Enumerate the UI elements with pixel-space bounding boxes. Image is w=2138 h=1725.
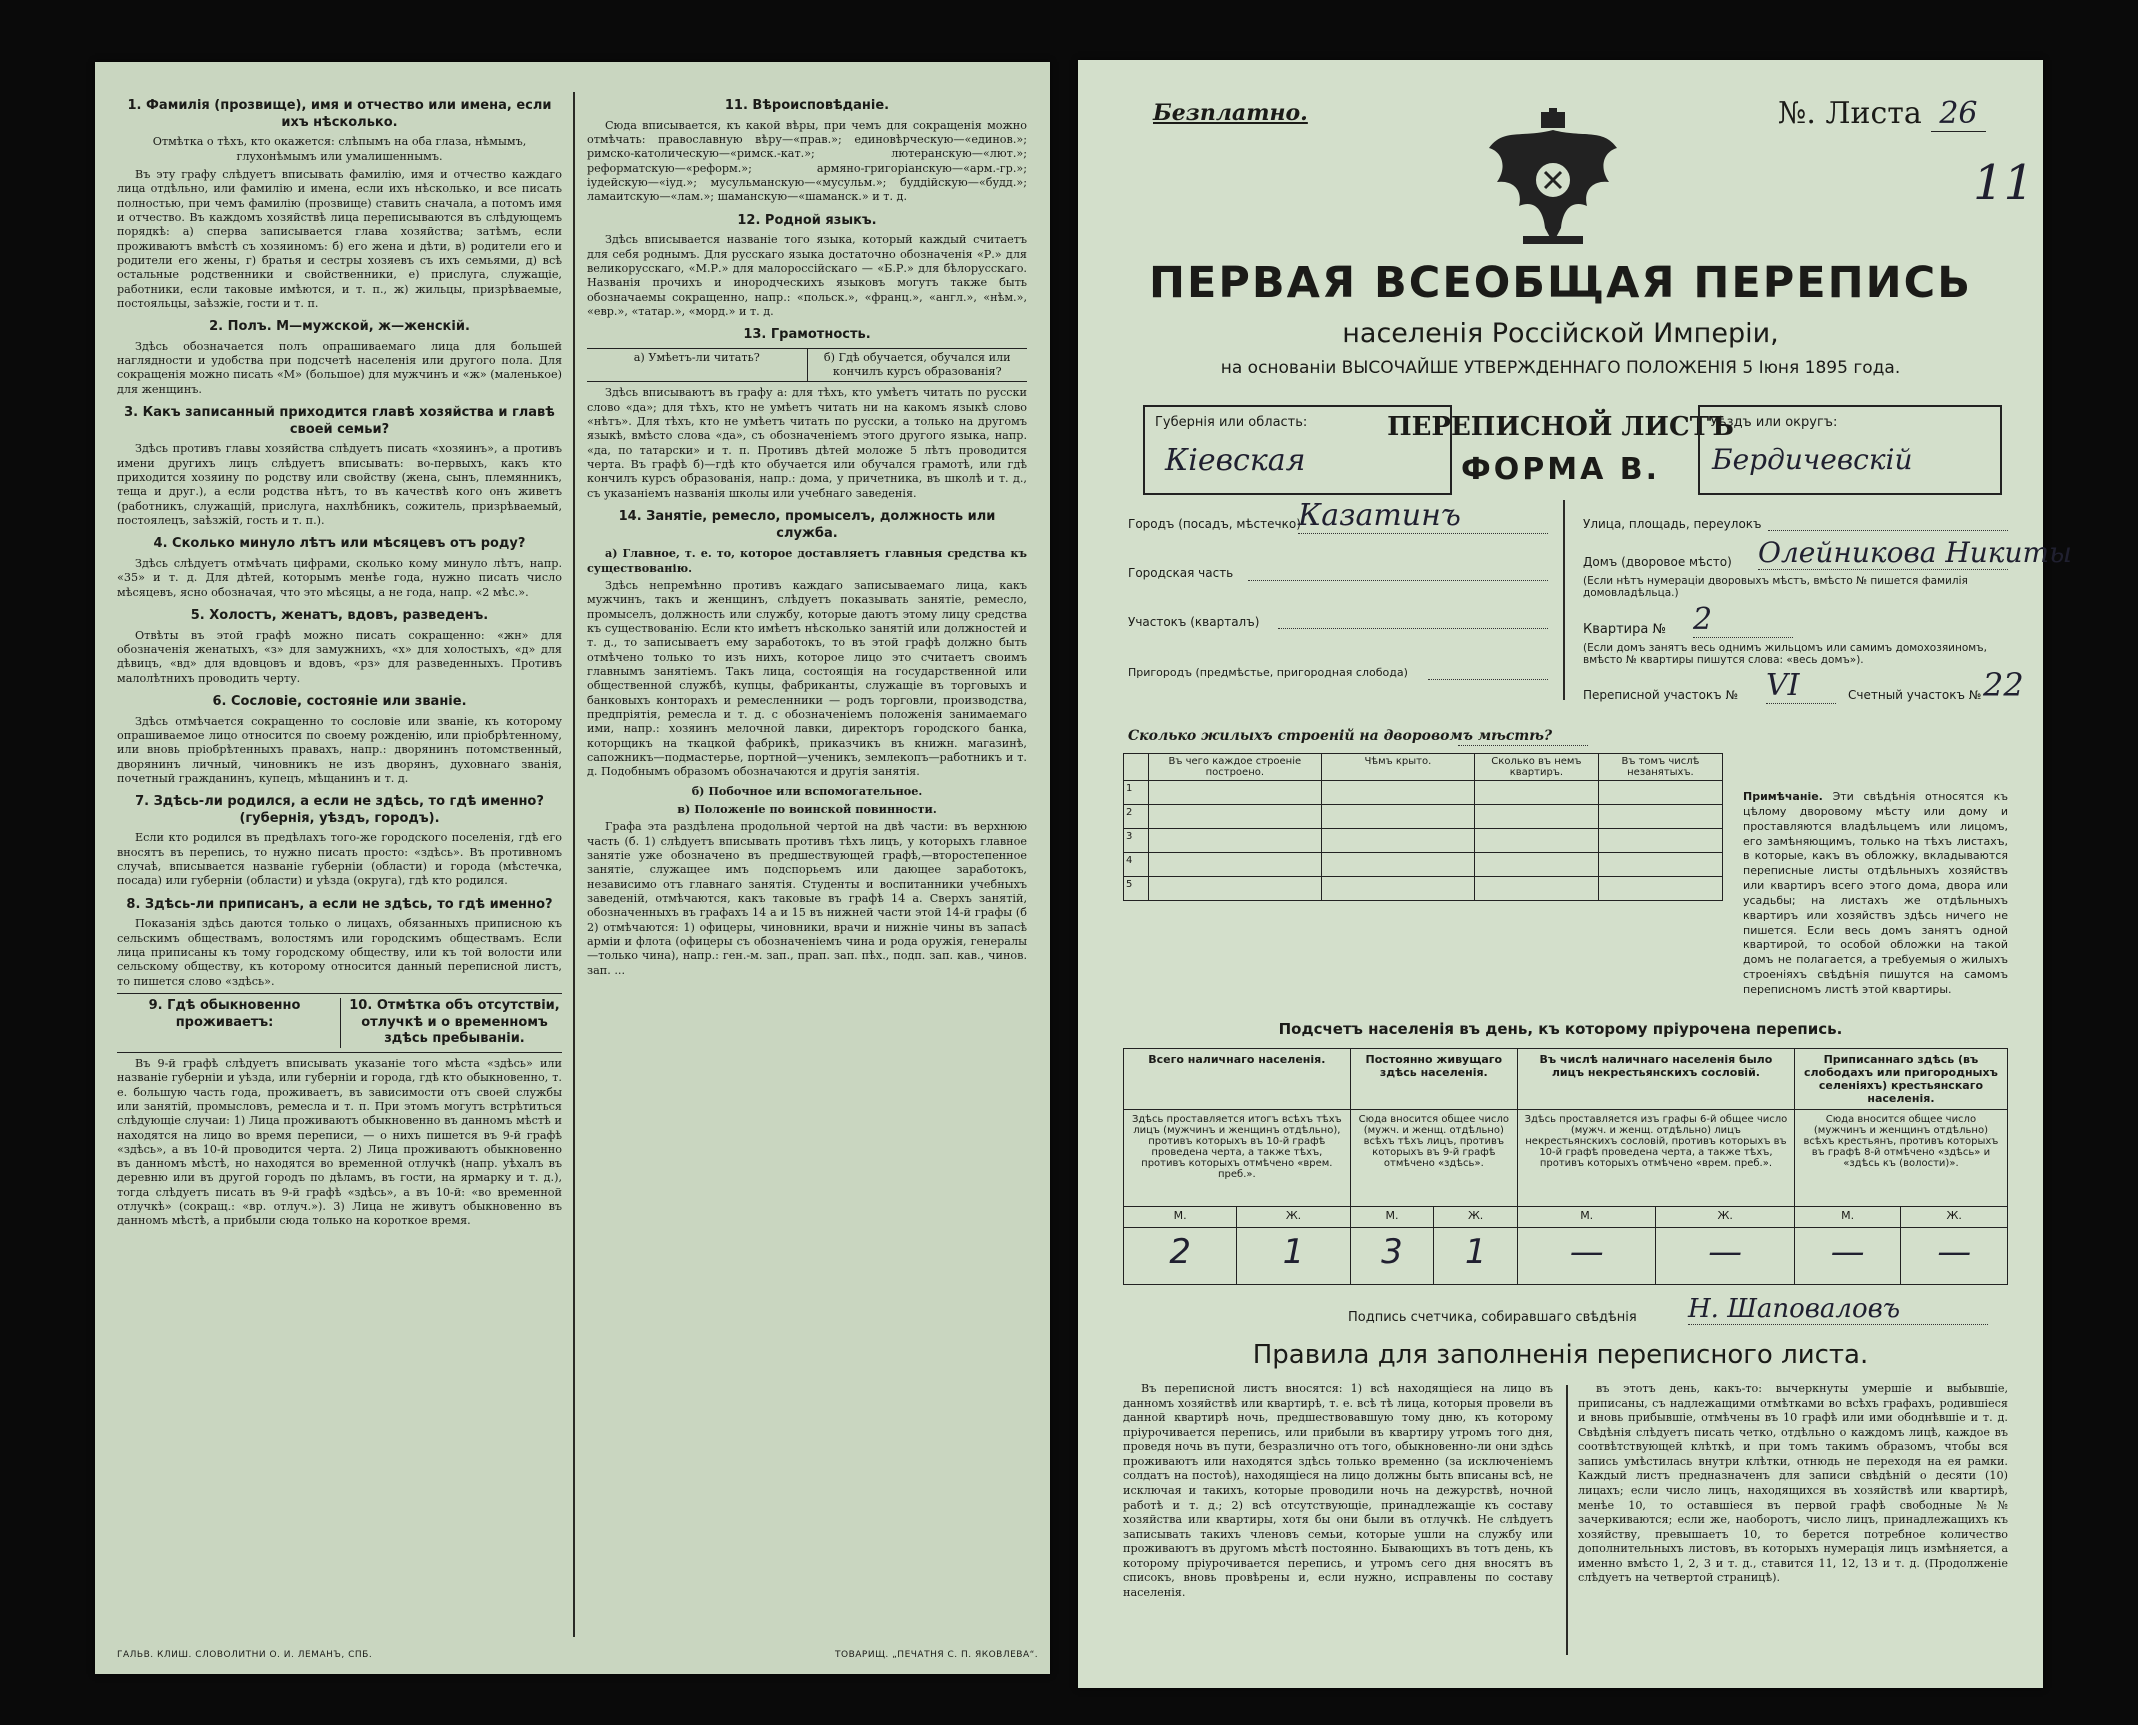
section-8-title: 8. Здѣсь-ли приписанъ, а если не здѣсь, то гдѣ именно? bbox=[126, 896, 553, 912]
buildings-question: Сколько жилыхъ строеній на дворовомъ мѣстѣ? bbox=[1128, 728, 1553, 744]
section-9-10-header bbox=[117, 993, 562, 1053]
pop-desc-permanent: Сюда вносится общее число (мужч. и женщ. отдѣльно) всѣхъ тѣхъ лицъ, противъ которыхъ въ 9-й графѣ отмѣчено «здѣсь». bbox=[1350, 1110, 1517, 1207]
main-title: ПЕРВАЯ ВСЕОБЩАЯ ПЕРЕПИСЬ bbox=[1149, 258, 1972, 308]
section-4-text: Здѣсь слѣдуетъ отмѣчать цифрами, сколько кому минуло лѣтъ, напр. «35» и т. д. Для дѣтей, которымъ менѣе года, нужно писать число мѣсяцевъ, ясно обозначая, что это мѣсяцы, а не года, напр. «2 мѣс.». bbox=[117, 556, 562, 599]
section-9-text: Въ 9-й графѣ слѣдуетъ вписывать указаніе того мѣста «здѣсь» или названіе губерніи и уѣзда, или губерніи и города, гдѣ кто обыкновенно, т. е. большую часть года, проживаетъ, въ зависимости отъ своей службы или занятій, промысловъ, ремесла и т. п. При этомъ могутъ встрѣтиться слѣдующіе случаи: 1) Лица проживаютъ обыкновенно въ данномъ мѣстѣ и находятся на лицо во время переписи, — о нихъ пишется въ 9-й графѣ «здѣсь», а въ 10-й проводится черта. 2) Лица проживаютъ обыкновенно въ данномъ мѣстѣ, но находятся во временной отлучкѣ (напр. уѣхалъ въ деревню или въ другой городъ по дѣламъ, въ гости, на ярмарку и т. д.), тогда слѣдуетъ писать въ 9-й графѣ «здѣсь», а въ 10-й: «во временной отлучкѣ» (сокращ.: «вр. отлуч.»). 3) Лица не живутъ обыкновенно въ данномъ мѣстѣ, а прибыли сюда только на короткое время. bbox=[117, 1056, 562, 1228]
rules-title: Правила для заполненія переписного листа. bbox=[1252, 1340, 1869, 1370]
rules-text-1: Въ переписной листъ вносятся: 1) всѣ находящіеся на лицо въ данномъ хозяйствѣ или квартирѣ, т. е. всѣ тѣ лица, которыя провели въ данной квартирѣ ночь, предшествовавшую тому дню, къ которому пріурочивается перепись, или прибыли въ квартиру утромъ того дня, проведя ночь въ пути, безразлично отъ того, обыкновенно-ли они здѣсь проживаютъ или находятся здѣсь только временно (за исключеніемъ солдатъ на постоѣ), находящіеся на лицо должны быть вписаны всѣ, не исключая и такихъ, которые проводили ночь на дежурствѣ, ночной работѣ и т. д.; 2) всѣ отсутствующіе, принадлежащіе къ составу хозяйства или квартиры, хотя бы они были въ отлучкѣ. Не слѣдуетъ записывать такихъ членовъ семьи, которые ушли на службу или проживаютъ въ другомъ мѣстѣ постоянно. Бывающихъ въ тотъ день, къ которому пріурочивается перепись, и утромъ сего дня вносятъ въ списокъ, вновь провѣрены и, если нужно, исправлены по составу населенія. bbox=[1123, 1382, 1553, 1599]
pop-mf: М. bbox=[1124, 1207, 1237, 1228]
section-3-text: Здѣсь противъ главы хозяйства слѣдуетъ писать «хозяинъ», а противъ имени другихъ лицъ слѣдуетъ вписывать: во-первыхъ, какъ кто приходится хозяину по родству или свойству (жена, сынъ, племянникъ, теща и друг.), а если родства нѣтъ, то въ качествѣ кого онъ живетъ (работникъ, служащій, прислуга, нахлѣбникъ, сожитель, призрѣваемый, постоялецъ, заѣзжій, гость и т. п.). bbox=[117, 442, 562, 528]
bt-row-num: 4 bbox=[1124, 853, 1149, 877]
bt-cell[interactable] bbox=[1598, 829, 1722, 853]
city-part-label: Городская часть bbox=[1128, 566, 1234, 580]
pop-mf: М. bbox=[1517, 1207, 1655, 1228]
pop-header-present: Всего наличнаго населенія. bbox=[1124, 1049, 1351, 1110]
gorod-value[interactable]: Казатинъ bbox=[1298, 498, 1548, 534]
free-label: Безплатно. bbox=[1153, 100, 1308, 126]
prigorod-label: Пригородъ (предмѣстье, пригородная слобода) bbox=[1128, 666, 1408, 679]
address-divider bbox=[1563, 500, 1565, 700]
bt-header-material: Въ чего каждое строеніе построено. bbox=[1148, 754, 1321, 781]
pop-mf-row bbox=[1124, 1207, 2008, 1228]
bt-row-num: 1 bbox=[1124, 781, 1149, 805]
form-subtitle: ФОРМА В. bbox=[1460, 452, 1661, 487]
pop-mf: М. bbox=[1794, 1207, 1901, 1228]
left-column-2 bbox=[587, 90, 1027, 1620]
section-1-text: Въ эту графу слѣдуетъ вписывать фамилію, имя и отчество каждаго лица отдѣльно, или фамилію и имена, если ихъ нѣсколько, и все писать полностью, при чемъ фамилію (прозвище) ставить сначала, а потомъ имя и отчество. Въ каждомъ хозяйствѣ лица переписываются въ слѣдующемъ порядкѣ: а) сперва записывается глава хозяйства; затѣмъ, если проживаютъ вмѣстѣ съ хозяиномъ: б) его жена и дѣти, в) родители его и родители его жены, г) братья и сестры хозяевъ съ ихъ семьями, д) всѣ остальные родственники и свойственники, е) прислуга, служащіе, работники, если таковые имѣются, и т. п., ж) жильцы, призрѣваемые, постояльцы, заѣзжіе, гости и т. п. bbox=[117, 167, 562, 310]
flat-note: (Если домъ занятъ весь однимъ жильцомъ или самимъ домохозяиномъ, вмѣсто № квартиры пишутся слова: «весь домъ»). bbox=[1583, 642, 1987, 666]
bt-row-num: 5 bbox=[1124, 877, 1149, 901]
sheet-number-label: №. Листа bbox=[1778, 96, 1922, 131]
flat-value[interactable]: 2 bbox=[1693, 602, 1793, 638]
section-2-text: Здѣсь обозначается полъ опрашиваемаго лица для большей наглядности и удобства при подсчетѣ населенія или другого пола. Для сокращенія можно писать «М» (большое) для мужчинъ и «ж» (маленькое) для женщинъ. bbox=[117, 339, 562, 396]
street-label: Улица, площадь, переулокъ bbox=[1583, 517, 1762, 531]
signature-label: Подпись счетчика, собиравшаго свѣдѣнія bbox=[1348, 1310, 1637, 1325]
sheet-number bbox=[1778, 96, 1986, 131]
bt-header-flats: Сколько въ немъ квартиръ. bbox=[1474, 754, 1598, 781]
pop-value-permanent-f[interactable]: 1 bbox=[1434, 1228, 1518, 1285]
note-title: Примѣчаніе. bbox=[1743, 790, 1823, 803]
rules-column-1 bbox=[1123, 1382, 1553, 1603]
pop-desc-row bbox=[1124, 1110, 2008, 1207]
section-12-text: Здѣсь вписывается названіе того языка, который каждый считаетъ для себя роднымъ. Для русскаго языка достаточно обозначенія «Р.» для великорусскаго, «М.Р.» для малороссійскаго — «Б.Р.» для бѣлорусскаго. Названія прочихъ и инородческихъ языковъ могутъ также быть обозначаемы сокращенно, напр.: «польск.», «франц.», «англ.», «нѣм.», «евр.», «татар.», «морд.» и т. д. bbox=[587, 233, 1027, 318]
pop-desc-non-peasant: Здѣсь проставляется изъ графы 6-й общее число (мужч. и женщ. отдѣльно) лицъ некрестьянскихъ сословій, противъ которыхъ въ 10-й графѣ проведена черта, а также тѣхъ, противъ которыхъ отмѣчено «врем. преб.». bbox=[1517, 1110, 1794, 1207]
count-district-label: Счетный участокъ № bbox=[1848, 688, 1982, 702]
section-3-title: 3. Какъ записанный приходится главѣ хозяйства и главѣ своей семьи? bbox=[124, 405, 555, 437]
section-14b-title: б) Побочное или вспомогательное. bbox=[691, 783, 923, 798]
section-13a: а) Умѣетъ-ли читать? bbox=[633, 350, 760, 364]
uchastok-field[interactable] bbox=[1278, 628, 1548, 629]
count-district-value[interactable]: 22 bbox=[1983, 666, 2024, 704]
pop-value-nonpeasant-m[interactable]: — bbox=[1517, 1228, 1655, 1285]
table-row bbox=[1124, 829, 1723, 853]
bt-cell[interactable] bbox=[1598, 781, 1722, 805]
pop-values-row bbox=[1124, 1228, 2008, 1285]
section-14-text-2: Графа эта раздѣлена продольной чертой на двѣ части: въ верхнюю часть (б. 1) слѣдуетъ вписывать противъ тѣхъ лицъ, у которыхъ главное занятіе уже обозначено въ предшествующей графѣ,—второстепенное занятіе, служащее имъ подспорьемъ или дающее заработокъ, независимо отъ главнаго занятія. Студенты и воспитанники учебныхъ заведеній, отмѣчаются, какъ таковые въ графѣ 14 а. Сверхъ занятій, обозначенныхъ въ графахъ 14 а и 15 въ нижней части этой 14-й графы (б 2) отмѣчаются: 1) офицеры, чиновники, врачи и нижніе чины въ запасѣ арміи и флота (офицеры съ обозначеніемъ чина и рода оружія, генералы—только чина), напр.: ген.-м. зап., прап. зап. пѣх., подп. зап. кав., чинов. зап. ... bbox=[587, 820, 1027, 977]
buildings-table-header bbox=[1124, 754, 1723, 781]
pop-mf: Ж. bbox=[1656, 1207, 1794, 1228]
rules-text-2: въ этотъ день, какъ-то: вычеркнуты умершіе и выбывшіе, приписаны, съ надлежащими отмѣтками во всѣхъ графахъ, родившіеся и вновь прибывшіе, отмѣчены въ 10 графѣ или ими ободнѣвшіе и т. д. Свѣдѣнія слѣдуетъ писать четко, отдѣльно о каждомъ лицѣ, каждое въ соотвѣтствующей клѣткѣ, и при томъ такимъ образомъ, чтобы вся запись умѣстилась внутри клѣтки, отнюдь не переходя на ея рамки. Каждый листъ предназначенъ для записи свѣдѣній о десяти (10) лицахъ; если число лицъ, находящихся въ хозяйствѣ или квартирѣ, менѣе 10, то оставшіеся въ первой графѣ свободные №№ зачеркиваются; если же, наоборотъ, число лицъ, принадлежащихъ къ хозяйству, превышаетъ 10, то берется потребное количество дополнительныхъ листовъ, въ которыхъ нумерація лицъ измѣняется, а именно вмѣсто 1, 2, 3 и т. д., ставится 11, 12, 13 и т. д. (Продолженіе слѣдуетъ на четвертой страницѣ). bbox=[1578, 1382, 2008, 1585]
census-district-value[interactable]: VI bbox=[1766, 668, 1836, 704]
pop-header-row bbox=[1124, 1049, 2008, 1110]
bt-cell[interactable] bbox=[1148, 829, 1321, 853]
pop-value-present-m[interactable]: 2 bbox=[1124, 1228, 1237, 1285]
pop-desc-peasant: Сюда вносится общее число (мужчинъ и женщинъ отдѣльно) всѣхъ крестьянъ, противъ которыхъ въ графѣ 8-й отмѣчено «здѣсь» и «здѣсь къ (волости)». bbox=[1794, 1110, 2007, 1207]
pop-mf: М. bbox=[1350, 1207, 1434, 1228]
left-page bbox=[95, 62, 1050, 1674]
pop-value-peasant-f[interactable]: — bbox=[1901, 1228, 2008, 1285]
house-label: Домъ (дворовое мѣсто) bbox=[1583, 555, 1732, 569]
bt-cell[interactable] bbox=[1321, 853, 1474, 877]
section-13-text: Здѣсь вписываютъ въ графу а: для тѣхъ, кто умѣетъ читать по русски слово «да»; для тѣхъ, кто не умѣетъ читать ни на какомъ языкѣ слово «нѣтъ». Для тѣхъ, кто не умѣетъ читать по русски, а только на другомъ языкѣ, вмѣсто слова «да», съ обозначеніемъ этого другого языка, напр. «да, по татарски» и т. п. Противъ дѣтей моложе 5 лѣтъ проводится черта. Въ графѣ б)—гдѣ кто обучается или обучался грамотѣ, или гдѣ кончилъ курсъ образованія, напр.: дома, у причетника, въ школѣ и т. д., съ указаніемъ названія школы или учебнаго заведенія. bbox=[587, 386, 1027, 500]
uchastok-label: Участокъ (кварталъ) bbox=[1128, 615, 1260, 629]
buildings-table bbox=[1123, 753, 1723, 901]
bt-cell[interactable] bbox=[1474, 781, 1598, 805]
section-7-text: Если кто родился въ предѣлахъ того-же городского поселенія, гдѣ его вносятъ въ перепись, то нужно писать просто: «здѣсь». Въ противномъ случаѣ, вписывается названіе губерніи (области) и города (мѣстечка, посада) или губерніи (области) и уѣзда (округа), гдѣ кто родился. bbox=[117, 831, 562, 888]
section-1-subtitle: Отмѣтка о тѣхъ, кто окажется: слѣпымъ на оба глаза, нѣмымъ, глухонѣмымъ или умалишеннымъ. bbox=[152, 135, 527, 163]
section-6-text: Здѣсь отмѣчается сокращенно то сословіе или званіе, къ которому опрашиваемое лицо относится по своему рожденію, или пріобрѣтенному, или вновь пріобрѣтенныхъ правахъ, напр.: дворянинъ потомственный, дворянинъ личный, чиновникъ не изъ дворянъ, духовнаго званія, почетный гражданинъ, купецъ, мѣщанинъ и т. д. bbox=[117, 714, 562, 785]
left-footer-2: ТОВАРИЩ. „ПЕЧАТНЯ С. П. ЯКОВЛЕВА“. bbox=[835, 1650, 1039, 1660]
column-divider bbox=[573, 92, 575, 1637]
pop-value-nonpeasant-f[interactable]: — bbox=[1656, 1228, 1794, 1285]
signature-value[interactable]: Н. Шаповаловъ bbox=[1688, 1294, 1988, 1325]
gorod-label: Городъ (посадъ, мѣстечко) bbox=[1128, 517, 1301, 531]
bt-cell[interactable] bbox=[1474, 805, 1598, 829]
sheet-number-value: 26 bbox=[1931, 96, 1985, 132]
pop-desc-present: Здѣсь проставляется итогъ всѣхъ тѣхъ лицъ (мужчинъ и женщинъ отдѣльно), противъ которыхъ въ 10-й графѣ проведена черта, а также тѣхъ, противъ которыхъ отмѣчено «врем. преб.». bbox=[1124, 1110, 1351, 1207]
section-5-text: Отвѣты въ этой графѣ можно писать сокращенно: «жн» для обозначенія женатыхъ, «з» для замужнихъ, «х» для холостыхъ, «д» для дѣвицъ, «вд» для вдовцовъ и вдовъ, «рз» для разведенныхъ. Противъ малолѣтнихъ проводить черту. bbox=[117, 628, 562, 685]
pop-value-present-f[interactable]: 1 bbox=[1237, 1228, 1350, 1285]
sub-title: населенія Россійской Имперіи, bbox=[1342, 318, 1779, 349]
bt-cell[interactable] bbox=[1148, 853, 1321, 877]
bt-cell[interactable] bbox=[1321, 805, 1474, 829]
bt-header-vacant: Въ томъ числѣ незанятыхъ. bbox=[1598, 754, 1722, 781]
bt-cell[interactable] bbox=[1148, 877, 1321, 901]
pop-mf: Ж. bbox=[1237, 1207, 1350, 1228]
right-page bbox=[1078, 60, 2072, 1688]
prigorod-field[interactable] bbox=[1428, 679, 1548, 680]
corner-mark: 11 bbox=[1973, 155, 2035, 211]
section-1-title: 1. Фамилія (прозвище), имя и отчество или имена, если ихъ нѣсколько. bbox=[127, 98, 552, 130]
flat-label: Квартира № bbox=[1583, 622, 1667, 637]
bt-cell[interactable] bbox=[1321, 829, 1474, 853]
section-8-text: Показанія здѣсь даются только о лицахъ, обязанныхъ приписною къ сельскимъ обществамъ, волостямъ или городскимъ обществамъ. Если лица приписаны къ тому городскому обществу, или къ той волости или сельскому обществу, къ которому относится данный переписной листъ, то пишется слово «здѣсь». bbox=[117, 917, 562, 988]
house-value[interactable]: Олейникова Никиты bbox=[1758, 536, 2072, 569]
bt-cell[interactable] bbox=[1321, 781, 1474, 805]
bt-cell[interactable] bbox=[1598, 877, 1722, 901]
section-14a: а) Главное, т. е. то, которое доставляетъ главныя средства къ существованію. bbox=[587, 546, 1027, 575]
bt-row-num: 3 bbox=[1124, 829, 1149, 853]
section-14c-title: в) Положеніе по воинской повинности. bbox=[677, 801, 937, 816]
bt-cell[interactable] bbox=[1598, 805, 1722, 829]
bt-header-roof: Чѣмъ крыто. bbox=[1321, 754, 1474, 781]
bt-cell[interactable] bbox=[1474, 877, 1598, 901]
section-14-title: 14. Занятіе, ремесло, промыселъ, должность или служба. bbox=[618, 509, 996, 541]
left-column-1 bbox=[117, 90, 562, 1620]
table-row bbox=[1124, 877, 1723, 901]
pop-mf: Ж. bbox=[1901, 1207, 2008, 1228]
buildings-answer-field[interactable] bbox=[1458, 745, 1588, 746]
census-district-label: Переписной участокъ № bbox=[1583, 688, 1738, 702]
section-13-subheaders bbox=[587, 348, 1027, 383]
pop-header-permanent: Постоянно живущаго здѣсь населенія. bbox=[1350, 1049, 1517, 1110]
city-part-field[interactable] bbox=[1248, 580, 1548, 581]
basis-line: на основаніи ВЫСОЧАЙШЕ УТВЕРЖДЕННАГО ПОЛОЖЕНІЯ 5 Іюня 1895 года. bbox=[1220, 358, 1901, 378]
pop-header-peasant: Приписаннаго здѣсь (въ слободахъ или пригородныхъ селеніяхъ) крестьянскаго населенія. bbox=[1794, 1049, 2007, 1110]
section-7-title: 7. Здѣсь-ли родился, а если не здѣсь, то гдѣ именно? (губернія, уѣздъ, городъ). bbox=[135, 794, 544, 826]
section-4-title: 4. Сколько минуло лѣтъ или мѣсяцевъ отъ роду? bbox=[153, 536, 526, 552]
rules-column-2 bbox=[1578, 1382, 2008, 1589]
pop-mf: Ж. bbox=[1434, 1207, 1518, 1228]
form-title: ПЕРЕПИСНОЙ ЛИСТЪ bbox=[1387, 412, 1734, 442]
section-11-text: Сюда вписывается, къ какой вѣры, при чемъ для сокращенія можно отмѣчать: православную вѣру—«прав.»; единовѣрческую—«единов.»; римско-католическую—«римск.-кат.»; лютеранскую—«лют.»; реформатскую—«реформ.»; армяно-григоріанскую—«арм.-гр.»; іудейскую—«іуд.»; мусульманскую—«мусульм.»; буддійскую—«будд.»; ламаитскую—«лам.»; шаманскую—«шаманск.» и т. д. bbox=[587, 118, 1027, 204]
left-footer-1: ГАЛЬВ. КЛИШ. СЛОВОЛИТНИ О. И. ЛЕМАНЪ, СПБ. bbox=[117, 1650, 373, 1660]
street-field[interactable] bbox=[1768, 530, 2008, 531]
section-10-title: 10. Отмѣтка объ отсутствіи, отлучкѣ и о временномъ здѣсь пребываніи. bbox=[340, 998, 562, 1048]
section-2-title: 2. Полъ. М—мужской, ж—женскій. bbox=[209, 319, 470, 335]
imperial-eagle-emblem bbox=[1483, 108, 1623, 258]
uezd-value[interactable]: Бердичевскій bbox=[1712, 443, 1913, 476]
section-6-title: 6. Сословіе, состояніе или званіе. bbox=[212, 693, 467, 709]
bt-cell[interactable] bbox=[1474, 829, 1598, 853]
section-11-title: 11. Вѣроисповѣданіе. bbox=[724, 98, 890, 113]
section-5-title: 5. Холостъ, женатъ, вдовъ, разведенъ. bbox=[190, 607, 489, 623]
population-title: Подсчетъ населенія въ день, къ которому пріурочена перепись. bbox=[1278, 1020, 1843, 1038]
section-13b: б) Гдѣ обучается, обучался или кончилъ курсъ образованія? bbox=[807, 349, 1028, 382]
bt-cell[interactable] bbox=[1474, 853, 1598, 877]
guberniya-value[interactable]: Кіевская bbox=[1165, 443, 1306, 478]
note-block bbox=[1743, 790, 2008, 998]
uezd-label: Уѣздъ или округъ: bbox=[1710, 415, 1838, 430]
house-note: (Если нѣтъ нумераціи дворовыхъ мѣстъ, вмѣсто № пишется фамилія домовладѣльца.) bbox=[1583, 575, 1968, 599]
section-9-title: 9. Гдѣ обыкновенно проживаетъ: bbox=[148, 997, 301, 1030]
guberniya-label: Губернія или область: bbox=[1155, 415, 1308, 430]
rules-divider bbox=[1566, 1385, 1568, 1655]
table-row bbox=[1124, 805, 1723, 829]
bt-cell[interactable] bbox=[1598, 853, 1722, 877]
bt-row-num: 2 bbox=[1124, 805, 1149, 829]
pop-value-permanent-m[interactable]: 3 bbox=[1350, 1228, 1434, 1285]
uezd-box bbox=[1698, 405, 2002, 495]
bt-cell[interactable] bbox=[1148, 781, 1321, 805]
table-row bbox=[1124, 853, 1723, 877]
pop-header-non-peasant: Въ числѣ наличнаго населенія было лицъ некрестьянскихъ сословій. bbox=[1517, 1049, 1794, 1110]
population-table bbox=[1123, 1048, 2008, 1285]
note-text: Эти свѣдѣнія относятся къ цѣлому дворовому мѣсту или дому и проставляются владѣльцемъ или лицомъ, его замѣняющимъ, только на тѣхъ листахъ, в которые, какъ въ обложку, вкладываются переписные листы отдѣльныхъ хозяйствъ или квартиръ всего этого дома, двора или усадьбы; на листахъ же отдѣльныхъ квартиръ или хозяйствъ здѣсь ничего не пишется. Если весь домъ занятъ одной квартирой, то особой обложки на такой домъ не полагается, а требуемыя о жилыхъ строеніяхъ свѣдѣнія пишутся на самомъ переписномъ листѣ этой квартиры. bbox=[1743, 790, 2008, 996]
section-14-text: Здѣсь непремѣнно противъ каждаго записываемаго лица, какъ мужчинъ, такъ и женщинъ, слѣдуетъ показывать занятіе, ремесло, промыселъ, должность или службу, которые даютъ этому лицу средства къ существованію. Если кто имѣетъ нѣсколько занятій или должностей и т. д., то записываетъ ему заработокъ, то въ этой графѣ должно быть отмѣчено только то изъ нихъ, которое лицо это считаетъ своимъ главнымъ занятіемъ. Такъ лица, состоящія на государственной или общественной службѣ, купцы, фабриканты, служащіе въ торговыхъ и банковыхъ конторахъ и ремесленники — родъ торговли, производства, предпріятія, ремесла и т. д. с обозначеніемъ положенія занимаемаго ими, напр.: хозяинъ мелочной лавки, директоръ городского банка, которщикъ на ткацкой фабрикѣ, приказчикъ въ книжн. магазинѣ, сапожникъ—подмастерье, портной—ученикъ, землекопъ—работникъ и т. д. Подобнымъ образомъ обозначаются и другія занятія. bbox=[587, 579, 1027, 779]
pop-value-peasant-m[interactable]: — bbox=[1794, 1228, 1901, 1285]
bt-cell[interactable] bbox=[1321, 877, 1474, 901]
table-row bbox=[1124, 781, 1723, 805]
section-13-title: 13. Грамотность. bbox=[743, 327, 871, 343]
bt-cell[interactable] bbox=[1148, 805, 1321, 829]
section-12-title: 12. Родной языкъ. bbox=[737, 212, 877, 228]
